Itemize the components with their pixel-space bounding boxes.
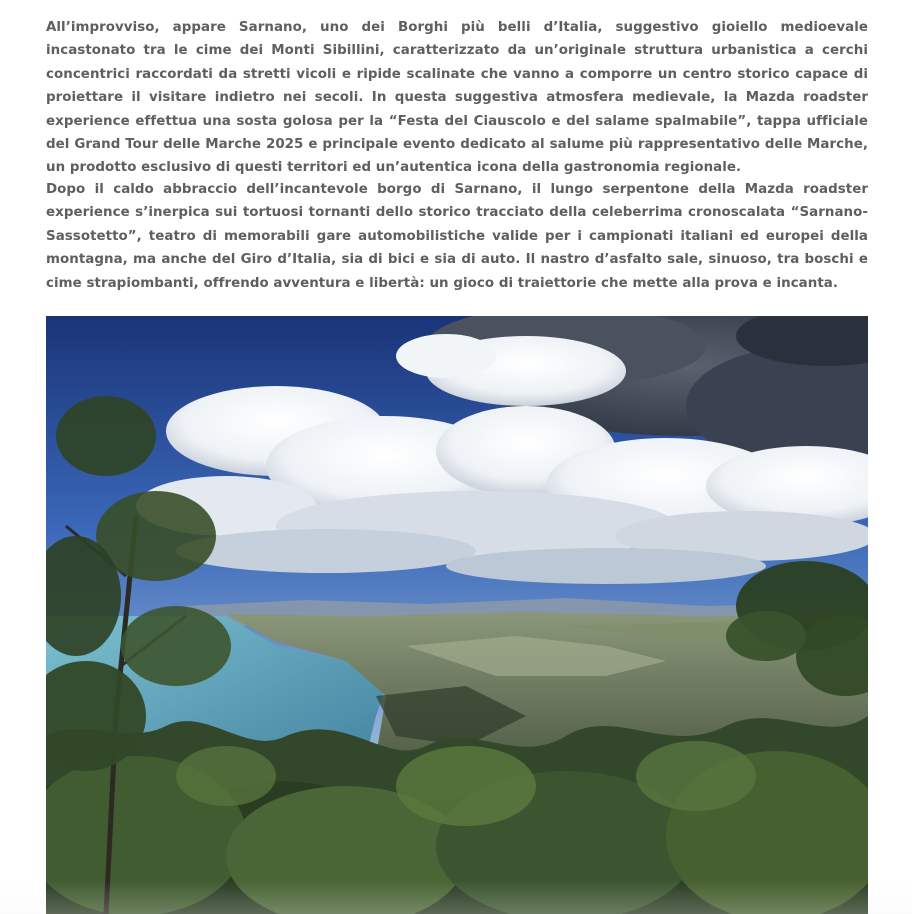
article-paragraph-2: Dopo il caldo abbraccio dell’incantevole borgo di Sarnano, il lungo serpentone della Mazda roadster experience s’inerpica sui tortuosi tornanti dello storico tracciato della celeberrima cronoscalata “Sarnano-Sassotetto”, teatro di memorabili gare automobilistiche valide per i campionati italiani ed europei della montagna, ma anche del Giro d’Italia, sia di bici e sia di auto. Il nastro d’asfalto sale, sinuoso, tra boschi e cime strapiombanti, offrendo avventura e libertà: un gioco di traiettorie che mette alla prova e incanta. — [46, 182, 868, 291]
article-paragraph-1: All’improvviso, appare Sarnano, uno dei Borghi più belli d’Italia, suggestivo gioiello medioevale incastonato tra le cime dei Monti Sibillini, caratterizzato da un’originale struttura urbanistica a cerchi concentrici raccordati da stretti vicoli e ripide scalinate che vanno a comporre un centro storico capace di proiettare il visitare indietro nei secoli. In questa suggestiva atmosfera medievale, la Mazda roadster experience effettua una sosta golosa per la “Festa del Ciauscolo e del salame spalmabile”, tappa ufficiale del Grand Tour delle Marche 2025 e principale evento dedicato al salume più rappresentativo delle Marche, un prodotto esclusivo di questi territori ed un’autentica icona della gastronomia regionale. — [46, 20, 868, 176]
foreground-foliage — [46, 716, 868, 914]
landscape-photo-illustration — [46, 316, 868, 914]
landscape-photo — [46, 316, 868, 914]
